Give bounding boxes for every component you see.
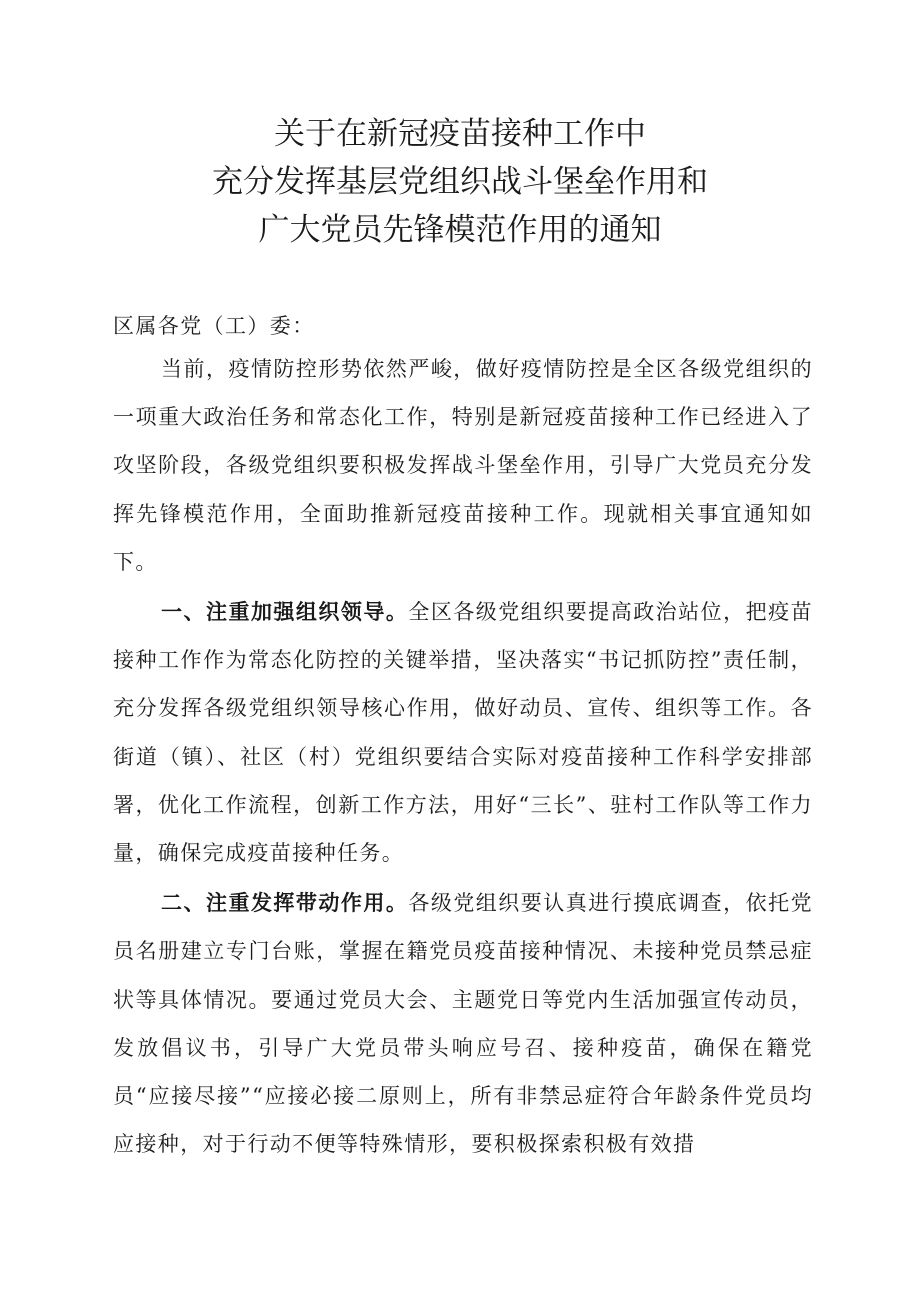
section-paragraph-2 <box>113 879 813 1168</box>
salutation: 区属各党（工）委： <box>113 314 315 338</box>
title-line-1: 关于在新冠疫苗接种工作中 <box>274 116 646 152</box>
section-text-2: 各级党组织要认真进行摸底调查，依托党员名册建立专门台账，掌握在籍党员疫苗接种情况、未接种党员禁忌症状等具体情况。要通过党员大会、主题党日等党内生活加强宣传动员，发放倡议书，引导广大党员带头响应号召、接种疫苗，确保在籍党员“应接尽接”“应接必接二原则上，所有非禁忌症符合年龄条件党员均应接种，对于行动不便等特殊情形，要积极探索积极有效措 <box>113 891 813 1157</box>
document-title <box>0 110 920 254</box>
title-line-3: 广大党员先锋模范作用的通知 <box>258 212 662 248</box>
intro-paragraph: 当前，疫情防控形势依然严峻，做好疫情防控是全区各级党组织的一项重大政治任务和常态化工作，特别是新冠疫苗接种工作已经进入了攻坚阶段，各级党组织要积极发挥战斗堡垒作用，引导广大党员充分发挥先锋模范作用，全面助推新冠疫苗接种工作。现就相关事宜通知如下。 <box>113 357 813 574</box>
section-heading-2: 二、注重发挥带动作用。 <box>161 891 409 916</box>
section-paragraph-1 <box>113 588 813 877</box>
title-line-2: 充分发挥基层党组织战斗堡垒作用和 <box>212 164 708 200</box>
document-body <box>113 345 813 1168</box>
section-text-1: 全区各级党组织要提高政治站位，把疫苗接种工作作为常态化防控的关键举措，坚决落实“书记抓防控”责任制，充分发挥各级党组织领导核心作用，做好动员、宣传、组织等工作。各街道（镇）、社区（村）党组织要结合实际对疫苗接种工作科学安排部署，优化工作流程，创新工作方法，用好“三长”、驻村工作队等工作力量，确保完成疫苗接种任务。 <box>113 600 813 866</box>
section-heading-1: 一、注重加强组织领导。 <box>161 600 409 625</box>
